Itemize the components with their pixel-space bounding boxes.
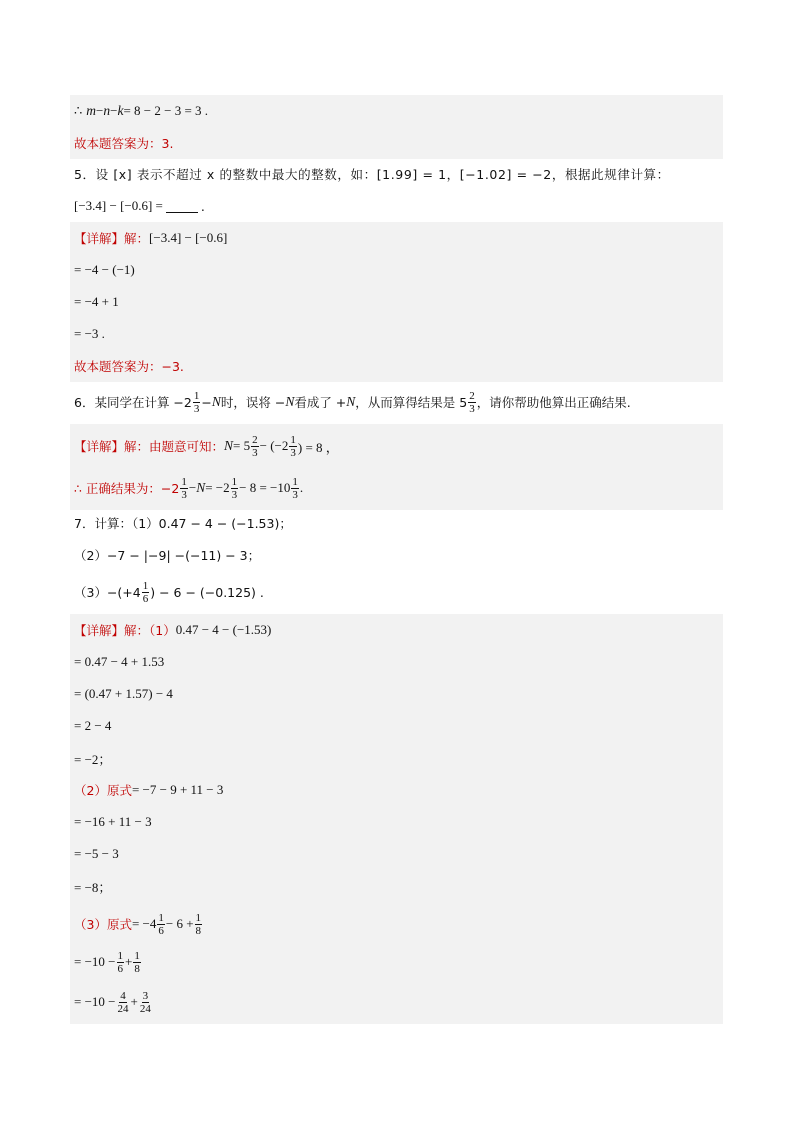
solution-7-step: = −10 − $\frac{1}{6}$ + $\frac{1}{8}$: [70, 940, 723, 984]
solution-6-line-2: ∴ 正确结果为：−2 1 3 − N = −2 1 3 − 8 = −10 1 3 .: [70, 466, 723, 510]
fraction: $\frac{1}{6}$: [117, 949, 123, 975]
solution-7-part-3: （3）原式 = −4 1 6 − 6 + $\frac{1}{8}$: [70, 902, 723, 946]
fraction: 1 3: [290, 433, 296, 459]
fraction: 1 3: [292, 475, 298, 501]
fraction: $\frac{4}{24}$: [117, 989, 129, 1015]
solution-5-header: 【详解】 解： [−3.4] − [−0.6]: [70, 222, 723, 254]
solution-5-step: = −3 .: [70, 318, 723, 350]
fraction: 1 3: [181, 475, 187, 501]
solution-5-step: = −4 + 1: [70, 286, 723, 318]
therefore-symbol: ∴: [74, 103, 83, 118]
fraction: 1 6: [142, 579, 149, 605]
solution-6-line-1: 【详解】 解：由题意可知： N = 5 2 3 − (−2 1 3 ) = 8 ，: [70, 424, 723, 468]
solution-7-step: = −16 + 11 − 3: [70, 806, 723, 838]
fraction: $\frac{1}{8}$: [195, 911, 202, 937]
solution-7-step: = −10 − $\frac{4}{24}$ + $\frac{3}{24}$: [70, 980, 723, 1024]
solution-7-step: = 0.47 − 4 + 1.53: [70, 646, 723, 678]
solution-5-step: = −4 − (−1): [70, 254, 723, 286]
fraction: $\frac{1}{8}$: [134, 949, 140, 975]
answer-statement: 故本题答案为：3.: [70, 127, 723, 159]
fraction: $\frac{3}{24}$: [139, 989, 151, 1015]
solution-7-header: 【详解】 解：（1） 0.47 − 4 − (−1.53): [70, 614, 723, 646]
fraction: 2 3: [469, 389, 475, 415]
fraction: 2 3: [252, 433, 258, 459]
detail-label: 【详解】: [74, 439, 125, 454]
answer-line-conclusion: ∴ m − n − k = 8 − 2 − 3 = 3 .: [70, 95, 723, 127]
solution-7-step: = −5 − 3: [70, 838, 723, 870]
question-5-line-1: 5．设 [x] 表示不超过 x 的整数中最大的整数，如：[1.99] = 1，[−1.02] = −2，根据此规律计算：: [74, 167, 670, 182]
question-7-line-1: 7．计算：（1）0.47 − 4 − (−1.53)；: [74, 516, 292, 531]
detail-label: 【详解】: [74, 623, 125, 638]
solution-7-step: = −2；: [70, 742, 723, 774]
question-7-line-2: （2）−7 − |−9| −(−11) − 3；: [74, 548, 261, 563]
solution-7-step: = (0.47 + 1.57) − 4: [70, 678, 723, 710]
answer-blank: [166, 200, 198, 213]
fraction: 1 3: [193, 389, 200, 415]
fraction: 1 3: [231, 475, 238, 501]
fraction: 1 6: [158, 911, 164, 937]
detail-label: 【详解】: [74, 231, 125, 246]
solution-7-step: = 2 − 4: [70, 710, 723, 742]
question-7-line-3: （3）−(+4 1 6 ) − 6 − (−0.125) .: [74, 579, 264, 605]
question-5-line-2: [−3.4] − [−0.6] = .: [74, 198, 205, 214]
solution-5-conclusion: 故本题答案为：−3.: [70, 350, 723, 382]
question-6: 6．某同学在计算 −2 1 3 − N 时，误将 − N 看成了 + N ，从而算得结果是 5 2 3 ，请你帮助他算出正确结果.: [74, 389, 631, 415]
solution-7-step: = −8；: [70, 870, 723, 902]
solution-7-part-2: （2）原式 = −7 − 9 + 11 − 3: [70, 774, 723, 806]
